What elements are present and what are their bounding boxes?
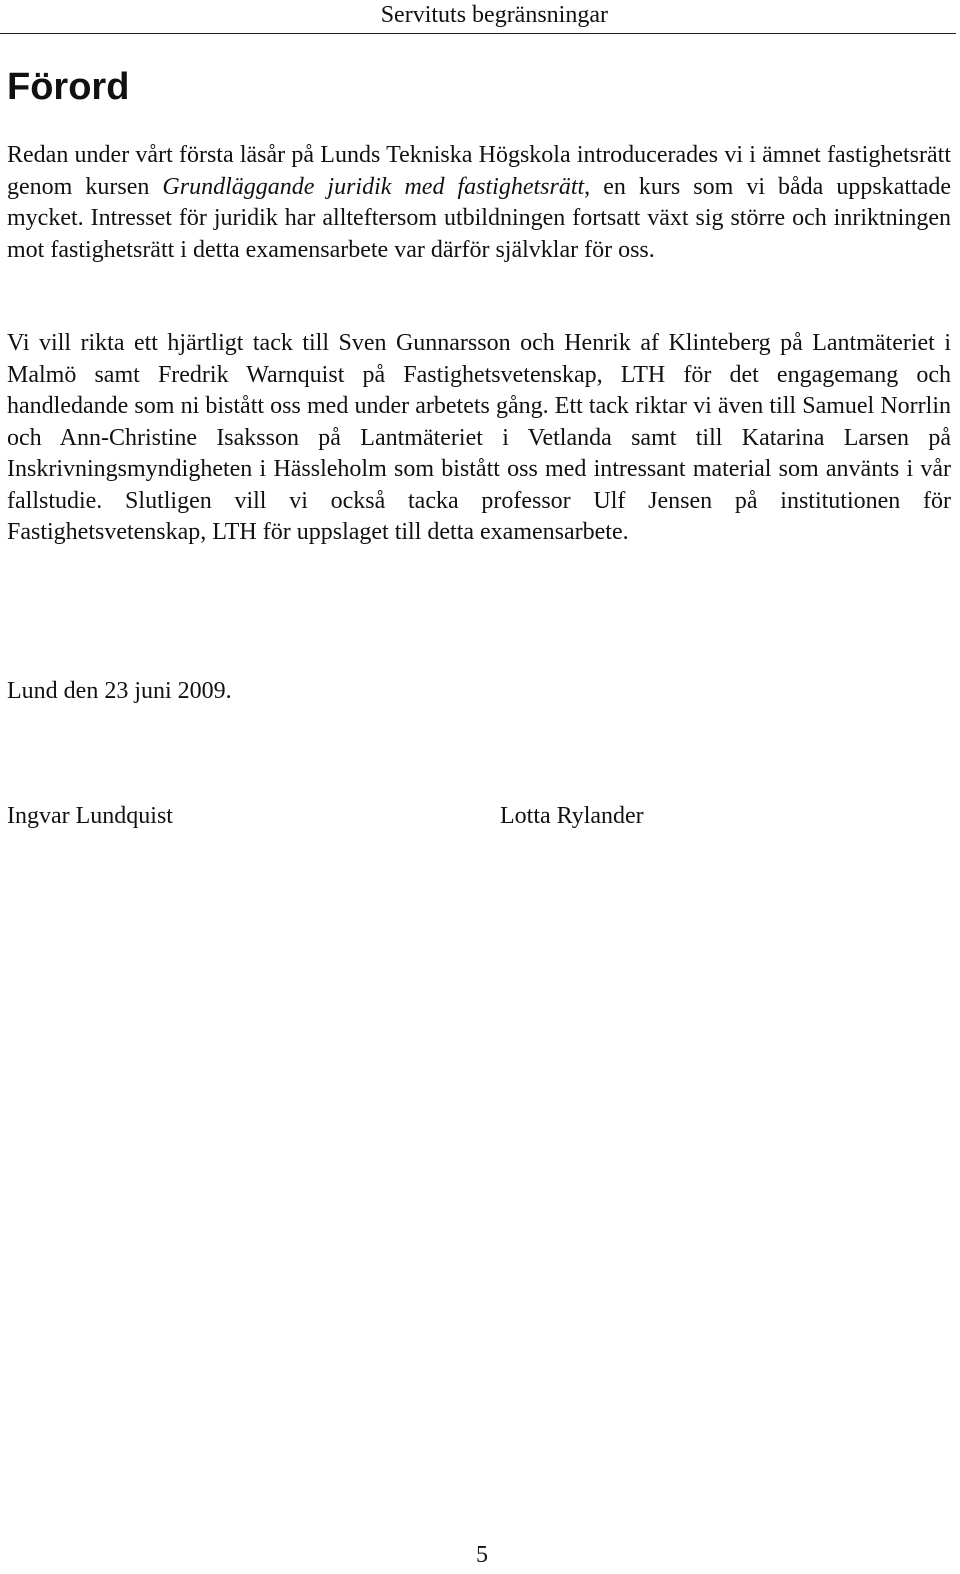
signoff-date-line: Lund den 23 juni 2009. (7, 678, 232, 704)
page-title: Förord (7, 66, 130, 108)
running-header-title: Servituts begränsningar (380, 2, 608, 28)
paragraph-intro-text-1: Redan under vårt första läsår på Lunds Tekniska Högskola introducerades vi i ämnet fastighetsrätt genom kursen (7, 142, 951, 200)
page-number: 5 (476, 1542, 488, 1568)
signature-name-1: Ingvar Lundquist (7, 803, 173, 829)
signature-name-2: Lotta Rylander (500, 803, 644, 829)
paragraph-intro (7, 140, 951, 266)
running-header (0, 0, 956, 34)
paragraph-intro-text-2: , en kurs som vi båda uppskattade mycket. Intresset för juridik har allteftersom utbildningen fortsatt växt sig större och inriktningen mot fastighetsrätt i detta examensarbete var därför självklar för oss. (7, 173, 951, 263)
paragraph-acknowledgements-text: Vi vill rikta ett hjärtligt tack till Sven Gunnarsson och Henrik af Klinteberg på Lantmäteriet i Malmö samt Fredrik Warnquist på Fastighetsvetenskap, LTH för det engagemang och handledande som ni bistått oss med under arbetets gång. Ett tack riktar vi även till Samuel Norrlin och Ann-Christine Isaksson på Lantmäteriet i Vetlanda samt till Katarina Larsen på Inskrivningsmyndigheten i Hässleholm som bistått oss med intressant material som använts i vår fallstudie. Slutligen vill vi också tacka professor Ulf Jensen på institutionen för Fastighetsvetenskap, LTH för uppslaget till detta examensarbete. (7, 330, 951, 545)
course-name-italic: Grundläggande juridik med fastighetsrätt (162, 173, 585, 200)
paragraph-acknowledgements (7, 328, 951, 549)
